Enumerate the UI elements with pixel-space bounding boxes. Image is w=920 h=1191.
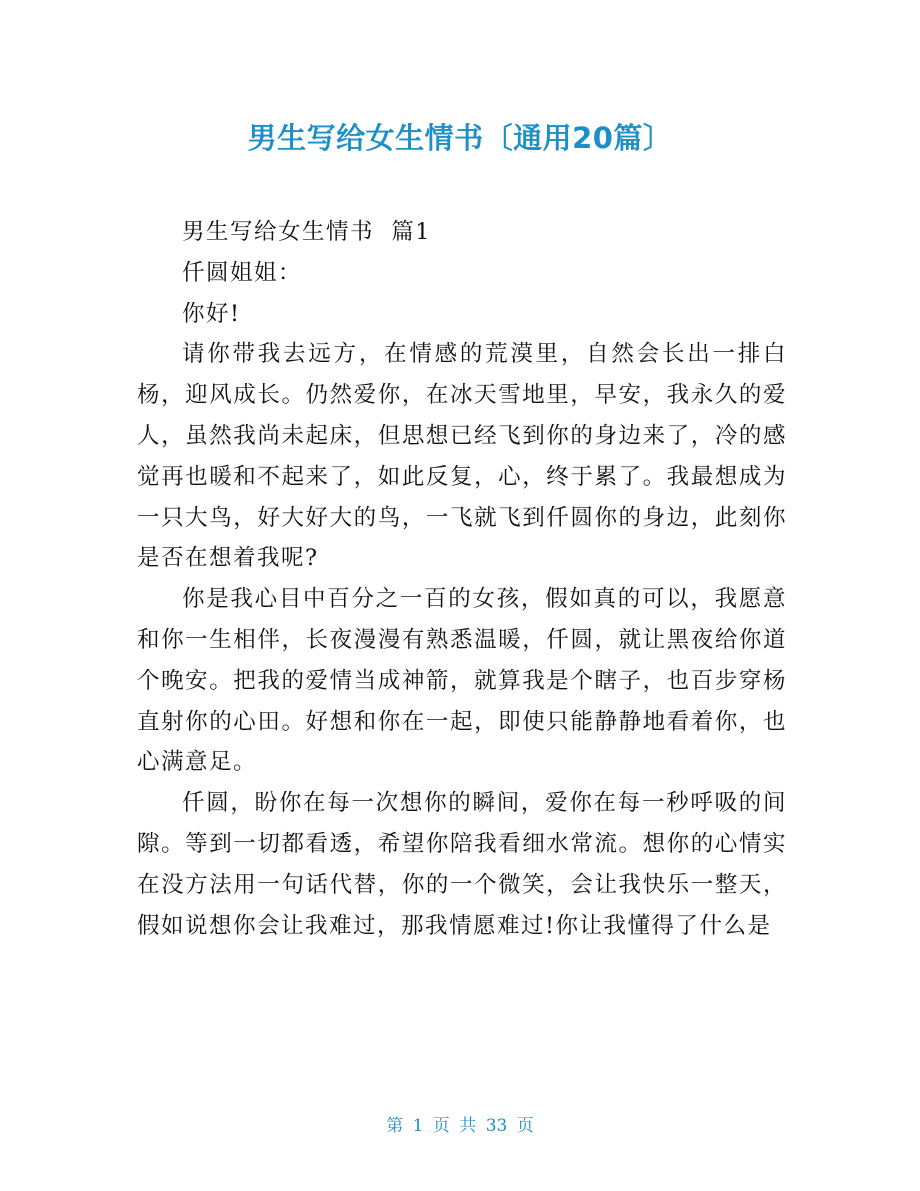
document-title: 男生写给女生情书〔通用20篇〕 bbox=[247, 121, 673, 155]
greeting: 你好! bbox=[182, 300, 241, 327]
section-heading: 男生写给女生情书 篇1 bbox=[182, 219, 432, 245]
document-body bbox=[137, 212, 787, 946]
body-paragraph: 你是我心目中百分之一百的女孩，假如真的可以，我愿意和你一生相伴，长夜漫漫有熟悉温暖，仟圆，就让黑夜给你道个晚安。把我的爱情当成神箭，就算我是个瞎子，也百步穿杨直射你的心田。好想和你在一起，即使只能静静地看着你，也心满意足。 bbox=[137, 586, 787, 776]
body-paragraph: 仟圆，盼你在每一次想你的瞬间，爱你在每一秒呼吸的间隙。等到一切都看透，希望你陪我看细水常流。想你的心情实在没方法用一句话代替，你的一个微笑，会让我快乐一整天，假如说想你会让我难过，那我情愿难过!你让我懂得了什么是 bbox=[137, 790, 787, 939]
body-paragraph: 请你带我去远方，在情感的荒漠里，自然会长出一排白杨，迎风成长。仍然爱你，在冰天雪地里，早安，我永久的爱人，虽然我尚未起床，但思想已经飞到你的身边来了，冷的感觉再也暖和不起来了，如此反复，心，终于累了。我最想成为一只大鸟，好大好大的鸟，一飞就飞到仟圆你的身边，此刻你是否在想着我呢? bbox=[137, 341, 787, 572]
page-footer: 第 1 页 共 33 页 bbox=[386, 1116, 534, 1136]
salutation: 仟圆姐姐： bbox=[182, 259, 303, 286]
